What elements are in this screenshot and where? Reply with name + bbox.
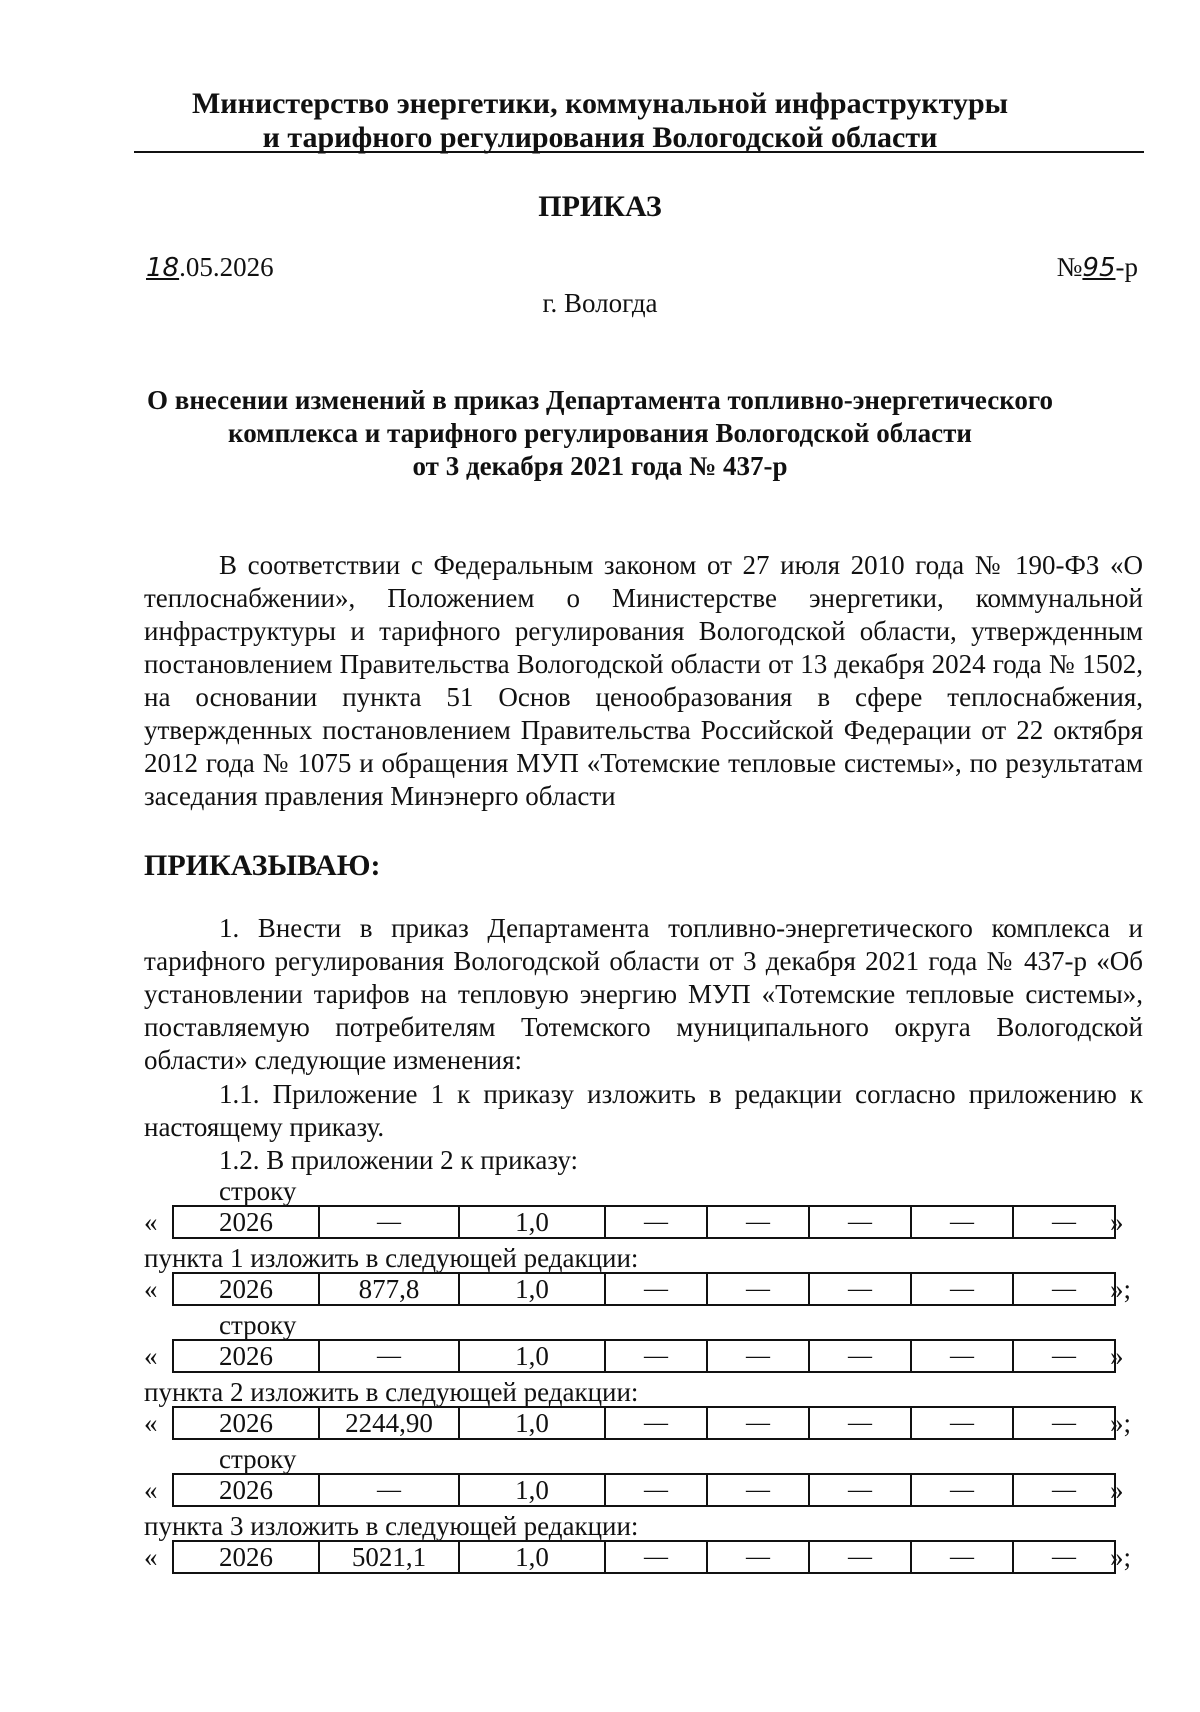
table-row-3-old <box>172 1473 1116 1507</box>
label-stroku-3: строку <box>219 1444 297 1474</box>
item-1-paragraph: 1. Внести в приказ Департамента топливно-энергетического комплекса и тарифного регулирования Вологодской области от 3 декабря 2021 года № 437-р «Об установлении тарифов на тепловую энергию МУП «Тотемские тепловые системы», поставляемую потребителям Тотемского муниципального округа Вологодской области» следующие изменения: <box>144 913 1143 1075</box>
table-cell: — <box>605 1273 707 1305</box>
quote-close-3a: » <box>1110 1475 1124 1505</box>
table-cell: — <box>1013 1474 1115 1506</box>
table-cell: — <box>605 1541 707 1573</box>
table-cell: 1,0 <box>459 1273 605 1305</box>
table-cell: 1,0 <box>459 1474 605 1506</box>
quote-open-2a: « <box>144 1341 158 1371</box>
table-cell: — <box>911 1474 1013 1506</box>
table-cell: 2026 <box>173 1340 319 1372</box>
number-handwritten: 95 <box>1082 253 1116 283</box>
table-cell: — <box>319 1206 459 1238</box>
number-prefix: № <box>1056 252 1083 282</box>
document-number <box>1057 252 1138 283</box>
table-cell: — <box>809 1407 911 1439</box>
table-cell: 1,0 <box>459 1407 605 1439</box>
quote-open-1b: « <box>144 1274 158 1304</box>
title-line-3: от 3 декабря 2021 года № 437-р <box>412 451 788 481</box>
table-cell: — <box>809 1273 911 1305</box>
ministry-name-line2: и тарифного регулирования Вологодской области <box>262 121 938 154</box>
document-title <box>0 384 1200 483</box>
date-rest: .05.2026 <box>179 252 274 282</box>
preamble-paragraph: В соответствии с Федеральным законом от 27 июля 2010 года № 190-ФЗ «О теплоснабжении», Положением о Министерстве энергетики, коммунальной инфраструктуры и тарифного регулирования Вологодской области, утвержденным постановлением Правительства Вологодской области от 13 декабря 2024 года № 1502, на основании пункта 51 Основ ценообразования в сфере теплоснабжения, утвержденных постановлением Правительства Российской Федерации от 22 октября 2012 года № 1075 и обращения МУП «Тотемские тепловые системы», по результатам заседания правления Минэнерго области <box>144 550 1143 811</box>
table-cell: 2026 <box>173 1273 319 1305</box>
table-row-1-old <box>172 1205 1116 1239</box>
title-line-1: О внесении изменений в приказ Департамента топливно-энергетического <box>146 385 1053 415</box>
quote-close-2a: » <box>1110 1341 1124 1371</box>
quote-open-2b: « <box>144 1408 158 1438</box>
table-cell: — <box>911 1541 1013 1573</box>
label-punkt-3: пункта 3 изложить в следующей редакции: <box>144 1511 639 1541</box>
table-row-3-new <box>172 1540 1116 1574</box>
label-punkt-1: пункта 1 изложить в следующей редакции: <box>144 1243 639 1273</box>
table-cell: 1,0 <box>459 1340 605 1372</box>
table-cell: — <box>1013 1273 1115 1305</box>
table-cell: — <box>319 1340 459 1372</box>
label-stroku-1: строку <box>219 1176 297 1206</box>
quote-close-1b: »; <box>1110 1274 1132 1304</box>
table-cell: — <box>911 1206 1013 1238</box>
item-1-1-paragraph: 1.1. Приложение 1 к приказу изложить в редакции согласно приложению к настоящему приказу. <box>144 1079 1143 1142</box>
table-cell: 2244,90 <box>319 1407 459 1439</box>
table-cell: — <box>911 1407 1013 1439</box>
table-cell: — <box>911 1273 1013 1305</box>
table-cell: — <box>809 1206 911 1238</box>
item-1-2-paragraph: 1.2. В приложении 2 к приказу: <box>219 1145 579 1175</box>
table-cell: — <box>1013 1407 1115 1439</box>
date-day-handwritten: 18 <box>146 253 180 283</box>
order-word: ПРИКАЗЫВАЮ: <box>144 849 381 882</box>
table-cell: — <box>707 1273 809 1305</box>
table-cell: — <box>707 1541 809 1573</box>
label-punkt-2: пункта 2 изложить в следующей редакции: <box>144 1377 639 1407</box>
table-cell: — <box>1013 1206 1115 1238</box>
quote-close-1a: » <box>1110 1207 1124 1237</box>
table-cell: — <box>707 1340 809 1372</box>
table-cell: 2026 <box>173 1541 319 1573</box>
table-cell: — <box>809 1474 911 1506</box>
header-divider <box>134 151 1144 153</box>
table-cell: — <box>707 1206 809 1238</box>
table-cell: 877,8 <box>319 1273 459 1305</box>
quote-open-1a: « <box>144 1207 158 1237</box>
quote-close-3b: »; <box>1110 1542 1132 1572</box>
table-row-2-old <box>172 1339 1116 1373</box>
table-cell: 2026 <box>173 1407 319 1439</box>
table-cell: — <box>605 1407 707 1439</box>
ministry-name-line1: Министерство энергетики, коммунальной инфраструктуры <box>191 87 1009 120</box>
document-date <box>146 252 274 283</box>
quote-close-2b: »; <box>1110 1408 1132 1438</box>
table-cell: 5021,1 <box>319 1541 459 1573</box>
table-cell: — <box>809 1340 911 1372</box>
table-cell: — <box>707 1407 809 1439</box>
table-cell: 2026 <box>173 1474 319 1506</box>
table-cell: — <box>605 1340 707 1372</box>
title-line-2: комплекса и тарифного регулирования Вологодской области <box>228 418 972 448</box>
table-cell: — <box>605 1206 707 1238</box>
table-cell: — <box>1013 1340 1115 1372</box>
document-type: ПРИКАЗ <box>538 190 662 223</box>
table-cell: 2026 <box>173 1206 319 1238</box>
document-city: г. Вологда <box>542 288 658 318</box>
table-cell: — <box>605 1474 707 1506</box>
table-cell: — <box>1013 1541 1115 1573</box>
quote-open-3b: « <box>144 1542 158 1572</box>
table-cell: 1,0 <box>459 1541 605 1573</box>
table-cell: — <box>809 1541 911 1573</box>
table-row-2-new <box>172 1406 1116 1440</box>
table-cell: 1,0 <box>459 1206 605 1238</box>
label-stroku-2: строку <box>219 1310 297 1340</box>
table-cell: — <box>911 1340 1013 1372</box>
table-cell: — <box>319 1474 459 1506</box>
table-cell: — <box>707 1474 809 1506</box>
table-row-1-new <box>172 1272 1116 1306</box>
quote-open-3a: « <box>144 1475 158 1505</box>
number-suffix: -р <box>1115 252 1138 282</box>
